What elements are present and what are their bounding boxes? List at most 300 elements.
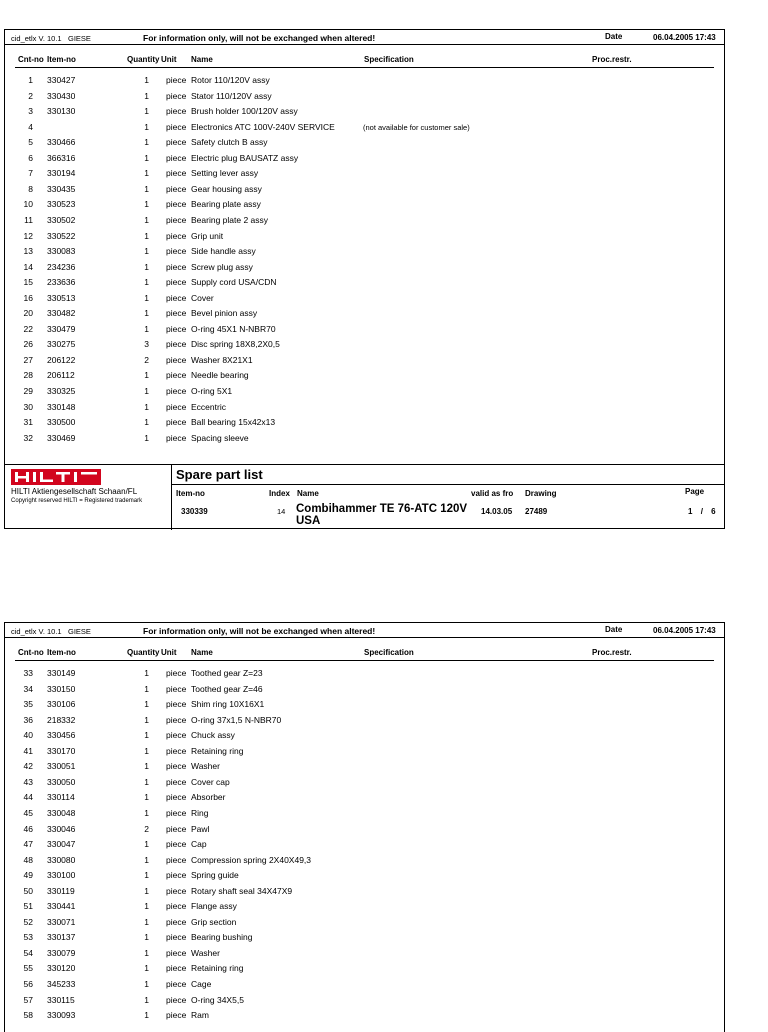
unit-cell: piece [166, 979, 187, 989]
name-cell: Toothed gear Z=46 [191, 683, 263, 694]
item-no-cell: 330051 [47, 761, 76, 772]
quantity-cell: 1 [144, 137, 149, 148]
name-cell: Ram [191, 1010, 209, 1021]
name-label: Name [297, 489, 319, 498]
table-row [5, 246, 726, 261]
unit-cell: piece [166, 839, 187, 850]
cnt-no-cell: 50 [23, 885, 33, 896]
item-no-cell: 330137 [47, 932, 76, 943]
name-cell: Bevel pinion assy [191, 308, 258, 319]
cnt-no-cell: 53 [23, 932, 33, 943]
table-row [5, 761, 726, 776]
unit-cell: piece [166, 730, 187, 741]
notice-text: For information only, will not be exchanged when altered! [143, 626, 376, 636]
name-cell: Setting lever assy [191, 168, 259, 179]
quantity-cell: 1 [144, 870, 149, 881]
unit-cell: piece [166, 121, 187, 132]
col-quantity: Quantity [127, 55, 160, 64]
cnt-no-cell: 41 [23, 745, 33, 756]
cnt-no-cell: 5 [28, 137, 33, 148]
item-no-cell: 206122 [47, 354, 76, 365]
unit-cell: piece [166, 370, 187, 381]
quantity-cell: 1 [144, 683, 149, 694]
table-row [5, 730, 726, 745]
cnt-no-cell: 35 [23, 699, 33, 710]
specification-cell: (not available for customer sale) [363, 122, 470, 132]
item-no-cell: 330427 [47, 75, 76, 85]
unit-cell: piece [166, 714, 187, 725]
unit-cell: piece [166, 417, 187, 428]
quantity-cell: 2 [144, 354, 149, 365]
col-unit: Unit [161, 648, 177, 657]
name-cell: Cover [191, 292, 214, 303]
quantity-cell: 1 [144, 668, 149, 678]
cnt-no-cell: 26 [23, 339, 33, 350]
unit-cell: piece [166, 432, 187, 443]
cnt-no-cell: 30 [23, 401, 33, 412]
cnt-no-cell: 42 [23, 761, 33, 772]
index-value: 14 [277, 507, 286, 516]
unit-cell: piece [166, 947, 187, 958]
quantity-cell: 1 [144, 386, 149, 396]
col-proc-restr: Proc.restr. [592, 648, 632, 657]
unit-cell: piece [166, 323, 187, 334]
name-cell: Absorber [191, 792, 226, 803]
quantity-cell: 1 [144, 432, 149, 443]
name-cell: Retaining ring [191, 963, 244, 974]
table-row [5, 715, 726, 730]
table-row [5, 417, 726, 432]
name-cell: Safety clutch B assy [191, 137, 268, 148]
table-row [5, 199, 726, 214]
name-cell: Cap [191, 839, 207, 850]
quantity-cell: 1 [144, 885, 149, 896]
name-cell: O-ring 5X1 [191, 386, 233, 396]
quantity-cell: 1 [144, 246, 149, 257]
notice-text: For information only, will not be exchanged when altered! [143, 33, 376, 43]
cnt-no-cell: 51 [23, 901, 33, 912]
cnt-no-cell: 8 [28, 183, 33, 194]
col-item-no: Item-no [47, 648, 76, 657]
quantity-cell: 1 [144, 152, 149, 163]
table-row [5, 870, 726, 885]
unit-cell: piece [166, 261, 187, 272]
item-no-cell: 330106 [47, 699, 76, 710]
unit-cell: piece [166, 183, 187, 194]
table-row [5, 948, 726, 963]
name-cell: O-ring 34X5,5 [191, 994, 244, 1005]
item-no-cell: 330119 [47, 885, 75, 896]
cnt-no-cell: 40 [23, 730, 33, 741]
quantity-cell: 1 [144, 761, 149, 772]
name-cell: Gear housing assy [191, 183, 262, 194]
table-row [5, 855, 726, 870]
quantity-cell: 1 [144, 1010, 149, 1021]
item-no-cell: 330523 [47, 199, 76, 210]
drawing-label: Drawing [525, 489, 557, 498]
quantity-cell: 1 [144, 168, 149, 179]
unit-cell: piece [166, 807, 187, 818]
table-row [5, 668, 726, 683]
table-row [5, 168, 726, 183]
page-current: 1 [688, 507, 693, 516]
name-cell: Cover cap [191, 776, 230, 787]
cnt-no-cell: 28 [23, 370, 33, 381]
table-row [5, 824, 726, 839]
item-no-cell: 330479 [47, 323, 76, 334]
table-row [5, 370, 726, 385]
cnt-no-cell: 10 [23, 199, 33, 210]
unit-cell: piece [166, 386, 187, 396]
item-no-cell: 330148 [47, 401, 76, 412]
table-row [5, 1010, 726, 1025]
item-no-value: 330339 [181, 507, 208, 516]
quantity-cell: 1 [144, 214, 149, 225]
item-no-cell: 330046 [47, 823, 76, 834]
unit-cell: piece [166, 932, 187, 943]
quantity-cell: 2 [144, 823, 149, 834]
item-no-cell: 330325 [47, 386, 76, 396]
table-row [5, 355, 726, 370]
quantity-cell: 1 [144, 323, 149, 334]
unit-cell: piece [166, 699, 187, 710]
unit-cell: piece [166, 761, 187, 772]
item-no-cell: 330080 [47, 854, 76, 865]
quantity-cell: 1 [144, 277, 149, 288]
cnt-no-cell: 36 [23, 714, 33, 725]
name-cell: Ball bearing 15x42x13 [191, 417, 276, 428]
header-divider [5, 637, 724, 638]
item-no-cell: 330115 [47, 994, 75, 1005]
column-header-underline [15, 67, 714, 68]
quantity-cell: 1 [144, 916, 149, 927]
col-unit: Unit [161, 55, 177, 64]
cnt-no-cell: 55 [23, 963, 33, 974]
unit-cell: piece [166, 994, 187, 1005]
name-cell: O-ring 37x1,5 N-NBR70 [191, 714, 282, 725]
item-no-cell: 330513 [47, 292, 76, 303]
name-cell: Flange assy [191, 901, 237, 912]
item-no-cell: 330150 [47, 683, 76, 694]
cnt-no-cell: 56 [23, 979, 33, 989]
name-cell: Rotor 110/120V assy [191, 75, 270, 85]
table-row [5, 91, 726, 106]
quantity-cell: 1 [144, 401, 149, 412]
name-cell: Spring guide [191, 870, 239, 881]
name-cell: Bearing plate assy [191, 199, 261, 210]
name-cell: Washer 8X21X1 [191, 354, 253, 365]
cnt-no-cell: 4 [28, 121, 33, 132]
cnt-no-cell: 3 [28, 106, 33, 117]
quantity-cell: 1 [144, 745, 149, 756]
name-cell: O-ring 45X1 N-NBR70 [191, 323, 276, 334]
item-no-cell: 330522 [47, 230, 76, 241]
cnt-no-cell: 6 [28, 152, 33, 163]
table-row [5, 215, 726, 230]
item-no-cell: 330100 [47, 870, 76, 881]
name-cell: Eccentric [191, 401, 226, 412]
cnt-no-cell: 27 [23, 354, 33, 365]
unit-cell: piece [166, 292, 187, 303]
quantity-cell: 1 [144, 807, 149, 818]
col-quantity: Quantity [127, 648, 160, 657]
cnt-no-cell: 2 [28, 90, 33, 101]
unit-cell: piece [166, 137, 187, 148]
item-no-cell: 330456 [47, 730, 76, 741]
table-row [5, 808, 726, 823]
col-item-no: Item-no [47, 55, 76, 64]
spare-part-sheet-page-1 [4, 29, 725, 529]
system-version: cid_etlx V. 10.1 [11, 627, 62, 636]
cnt-no-cell: 15 [23, 277, 33, 288]
item-no-cell: 330469 [47, 432, 76, 443]
item-no-cell: 330093 [47, 1010, 76, 1021]
name-cell: Retaining ring [191, 745, 244, 756]
table-row [5, 308, 726, 323]
item-no-cell: 330482 [47, 308, 76, 319]
item-no-cell: 330071 [47, 916, 76, 927]
quantity-cell: 1 [144, 854, 149, 865]
name-cell: Needle bearing [191, 370, 249, 381]
cnt-no-cell: 32 [23, 432, 33, 443]
product-name [296, 503, 467, 527]
cnt-no-cell: 12 [23, 230, 33, 241]
unit-cell: piece [166, 277, 187, 288]
name-cell: Spacing sleeve [191, 432, 249, 443]
system-version: cid_etlx V. 10.1 [11, 34, 62, 43]
quantity-cell: 1 [144, 417, 149, 428]
system-user: GIESE [68, 627, 91, 636]
cnt-no-cell: 16 [23, 292, 33, 303]
quantity-cell: 1 [144, 699, 149, 710]
quantity-cell: 1 [144, 370, 149, 381]
system-user: GIESE [68, 34, 91, 43]
unit-cell: piece [166, 683, 187, 694]
col-specification: Specification [364, 55, 414, 64]
product-name-line-2: USA [296, 515, 321, 527]
quantity-cell: 1 [144, 947, 149, 958]
cnt-no-cell: 29 [23, 386, 33, 396]
unit-cell: piece [166, 792, 187, 803]
item-no-label: Item-no [176, 489, 205, 498]
table-row [5, 932, 726, 947]
item-no-cell: 330466 [47, 137, 76, 148]
table-row [5, 792, 726, 807]
item-no-cell: 206112 [47, 370, 75, 381]
quantity-cell: 1 [144, 792, 149, 803]
table-row [5, 293, 726, 308]
product-name-line-1: Combihammer TE 76-ATC 120V [296, 503, 468, 515]
date-label: Date [605, 32, 623, 41]
page-separator: / [700, 507, 703, 516]
item-no-cell: 345233 [47, 979, 76, 989]
unit-cell: piece [166, 152, 187, 163]
unit-cell: piece [166, 1010, 187, 1021]
item-no-cell: 330083 [47, 246, 76, 257]
col-proc-restr: Proc.restr. [592, 55, 632, 64]
table-row [5, 839, 726, 854]
quantity-cell: 1 [144, 776, 149, 787]
name-cell: Rotary shaft seal 34X47X9 [191, 885, 293, 896]
item-no-cell: 330194 [47, 168, 76, 179]
page-number [688, 507, 716, 516]
name-cell: Toothed gear Z=23 [191, 668, 263, 678]
unit-cell: piece [166, 214, 187, 225]
name-cell: Washer [191, 761, 220, 772]
name-cell: Grip section [191, 916, 237, 927]
item-no-cell: 330130 [47, 106, 76, 117]
item-no-cell: 218332 [47, 714, 76, 725]
cnt-no-cell: 43 [23, 776, 33, 787]
unit-cell: piece [166, 106, 187, 117]
cnt-no-cell: 54 [23, 947, 33, 958]
cnt-no-cell: 1 [28, 75, 33, 85]
item-no-cell: 330048 [47, 807, 76, 818]
quantity-cell: 1 [144, 839, 149, 850]
quantity-cell: 1 [144, 183, 149, 194]
spare-part-sheet-page-2 [4, 622, 725, 1032]
item-no-cell: 330430 [47, 90, 76, 101]
quantity-cell: 1 [144, 230, 149, 241]
table-row [5, 184, 726, 199]
cnt-no-cell: 22 [23, 323, 33, 334]
date-value: 06.04.2005 17:43 [653, 626, 716, 635]
date-value: 06.04.2005 17:43 [653, 33, 716, 42]
name-cell: Brush holder 100/120V assy [191, 106, 298, 117]
name-cell: Electric plug BAUSATZ assy [191, 152, 299, 163]
item-no-cell: 330149 [47, 668, 76, 678]
quantity-cell: 1 [144, 121, 149, 132]
quantity-cell: 1 [144, 901, 149, 912]
table-row [5, 277, 726, 292]
valid-from-label: valid as fro [471, 489, 514, 498]
table-row [5, 122, 726, 137]
col-name: Name [191, 55, 213, 64]
cnt-no-cell: 49 [23, 870, 33, 881]
quantity-cell: 1 [144, 979, 149, 989]
table-row [5, 746, 726, 761]
quantity-cell: 3 [144, 339, 149, 350]
unit-cell: piece [166, 354, 187, 365]
col-specification: Specification [364, 648, 414, 657]
item-no-cell: 330050 [47, 776, 76, 787]
name-cell: Screw plug assy [191, 261, 253, 272]
item-no-cell: 366316 [47, 152, 76, 163]
company-name: HILTI Aktiengesellschaft Schaan/FL [11, 487, 138, 496]
document-title: Spare part list [176, 467, 263, 482]
cnt-no-cell: 44 [23, 792, 33, 803]
unit-cell: piece [166, 308, 187, 319]
table-row [5, 433, 726, 448]
quantity-cell: 1 [144, 308, 149, 319]
col-name: Name [191, 648, 213, 657]
table-row [5, 324, 726, 339]
table-row [5, 901, 726, 916]
page-label: Page [685, 487, 705, 496]
cnt-no-cell: 13 [23, 246, 33, 257]
table-row [5, 137, 726, 152]
quantity-cell: 1 [144, 90, 149, 101]
item-no-cell: 330114 [47, 792, 75, 803]
name-cell: Compression spring 2X40X49,3 [191, 854, 312, 865]
unit-cell: piece [166, 199, 187, 210]
table-row [5, 886, 726, 901]
unit-cell: piece [166, 75, 187, 85]
column-header-underline [15, 660, 714, 661]
table-row [5, 339, 726, 354]
table-row [5, 917, 726, 932]
name-cell: Washer [191, 947, 220, 958]
col-cnt-no: Cnt-no [18, 648, 44, 657]
name-cell: Disc spring 18X8,2X0,5 [191, 339, 280, 350]
table-row [5, 995, 726, 1010]
name-cell: Bearing plate 2 assy [191, 214, 269, 225]
item-no-cell: 330435 [47, 183, 76, 194]
unit-cell: piece [166, 401, 187, 412]
cnt-no-cell: 48 [23, 854, 33, 865]
index-label: Index [269, 489, 290, 498]
title-underline [171, 484, 724, 485]
name-cell: Chuck assy [191, 730, 235, 741]
cnt-no-cell: 11 [24, 214, 33, 225]
valid-from-value: 14.03.05 [481, 507, 513, 516]
cnt-no-cell: 47 [23, 839, 33, 850]
item-no-cell: 330502 [47, 214, 76, 225]
name-cell: Shim ring 10X16X1 [191, 699, 265, 710]
unit-cell: piece [166, 885, 187, 896]
table-row [5, 75, 726, 90]
quantity-cell: 1 [144, 75, 149, 85]
unit-cell: piece [166, 339, 187, 350]
cnt-no-cell: 20 [23, 308, 33, 319]
table-row [5, 777, 726, 792]
cnt-no-cell: 33 [23, 668, 33, 678]
quantity-cell: 1 [144, 292, 149, 303]
unit-cell: piece [166, 901, 187, 912]
date-label: Date [605, 625, 623, 634]
table-row [5, 963, 726, 978]
cnt-no-cell: 57 [23, 994, 33, 1005]
cnt-no-cell: 45 [23, 807, 33, 818]
name-cell: Stator 110/120V assy [191, 90, 272, 101]
table-row [5, 402, 726, 417]
cnt-no-cell: 34 [23, 683, 33, 694]
unit-cell: piece [166, 776, 187, 787]
quantity-cell: 1 [144, 261, 149, 272]
copyright-note: Copyright reserved HILTI = Registered trademark [11, 498, 143, 504]
unit-cell: piece [166, 870, 187, 881]
name-cell: Electronics ATC 100V-240V SERVICE [191, 121, 335, 132]
item-no-cell: 330047 [47, 839, 76, 850]
quantity-cell: 1 [144, 730, 149, 741]
cnt-no-cell: 7 [28, 168, 33, 179]
title-block-divider [171, 465, 172, 530]
title-block [5, 464, 724, 530]
drawing-value: 27489 [525, 507, 548, 516]
quantity-cell: 1 [144, 106, 149, 117]
page-total: 6 [711, 507, 716, 516]
header-divider [5, 44, 724, 45]
table-row [5, 262, 726, 277]
name-cell: Grip unit [191, 230, 224, 241]
quantity-cell: 1 [144, 994, 149, 1005]
item-no-cell: 234236 [47, 261, 76, 272]
unit-cell: piece [166, 916, 187, 927]
item-no-cell: 330120 [47, 963, 76, 974]
item-no-cell: 330170 [47, 745, 76, 756]
col-cnt-no: Cnt-no [18, 55, 44, 64]
quantity-cell: 1 [144, 199, 149, 210]
